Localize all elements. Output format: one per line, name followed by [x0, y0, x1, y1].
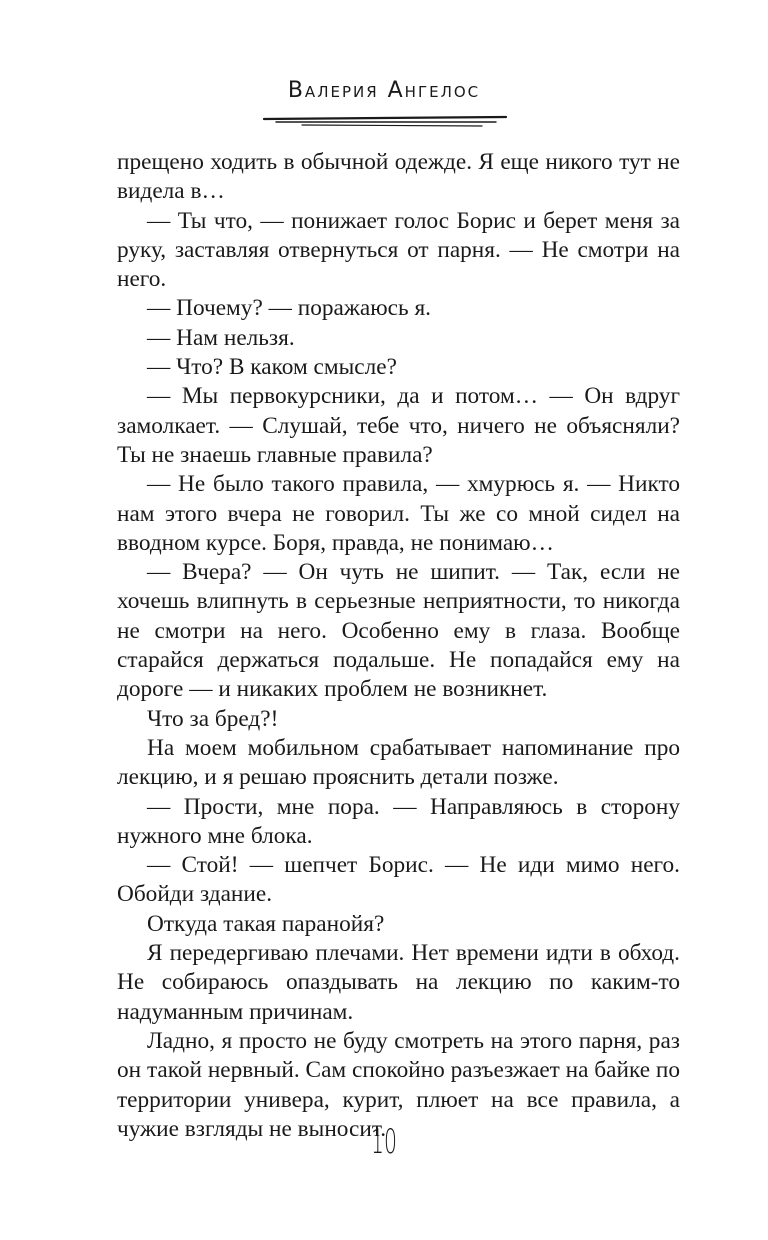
paragraph: Я передергиваю плечами. Нет времени идти в обход. Не собираюсь опаздывать на лекцию по каким-то надуманным причинам.	[117, 940, 680, 1025]
paragraph: — Нам нельзя.	[147, 324, 295, 351]
paragraph: Что за бред?!	[147, 705, 279, 732]
paragraph: — Ты что, — понижает голос Борис и берет меня за руку, заставляя отвернуться от парня. — Не смотри на него.	[117, 207, 680, 293]
paragraph: — Прости, мне пора. — Направляюсь в сторону нужного мне блока.	[117, 793, 680, 849]
header-rule-lines	[262, 112, 508, 132]
body-text	[117, 148, 680, 1144]
header-rule	[262, 112, 508, 132]
paragraph: — Почему? — поражаюсь я.	[147, 295, 431, 322]
paragraph: — Не было такого правила, — хмурюсь я. — Никто нам этого вчера не говорил. Ты же со мной сидел на вводном курсе. Боря, правда, не понимаю…	[117, 471, 680, 556]
paragraph: — Что? В каком смысле?	[147, 354, 397, 381]
paragraph: — Вчера? — Он чуть не шипит. — Так, если не хочешь влипнуть в серьезные неприятности, то никогда не смотри на него. Особенно ему в глаза. Вообще старайся держаться подальше. Не попадайся ему на дороге — и никаких проблем не возникнет.	[117, 559, 680, 703]
paragraph: На моем мобильном срабатывает напоминание про лекцию, и я решаю прояснить детали позже.	[117, 734, 680, 791]
paragraph: Откуда такая паранойя?	[147, 910, 385, 937]
paragraph: прещено ходить в обычной одежде. Я еще никого тут не видела в…	[117, 149, 680, 205]
paragraph: — Стой! — шепчет Борис. — Не иди мимо него. Обойди здание.	[117, 852, 680, 908]
paragraph: Ладно, я просто не буду смотреть на этого парня, раз он такой нервный. Сам спокойно разъезжает на байке по территории универа, курит, плюет на все правила, а чужие взгляды не выносит.	[117, 1027, 680, 1142]
running-head-container	[0, 78, 768, 103]
page-number: 10	[371, 1122, 397, 1162]
running-head-author: Валерия Ангелос	[287, 78, 481, 103]
paragraph: — Мы первокурсники, да и потом… — Он вдруг замолкает. — Слушай, тебе что, ничего не объясняли? Ты не знаешь главные правила?	[117, 383, 680, 468]
